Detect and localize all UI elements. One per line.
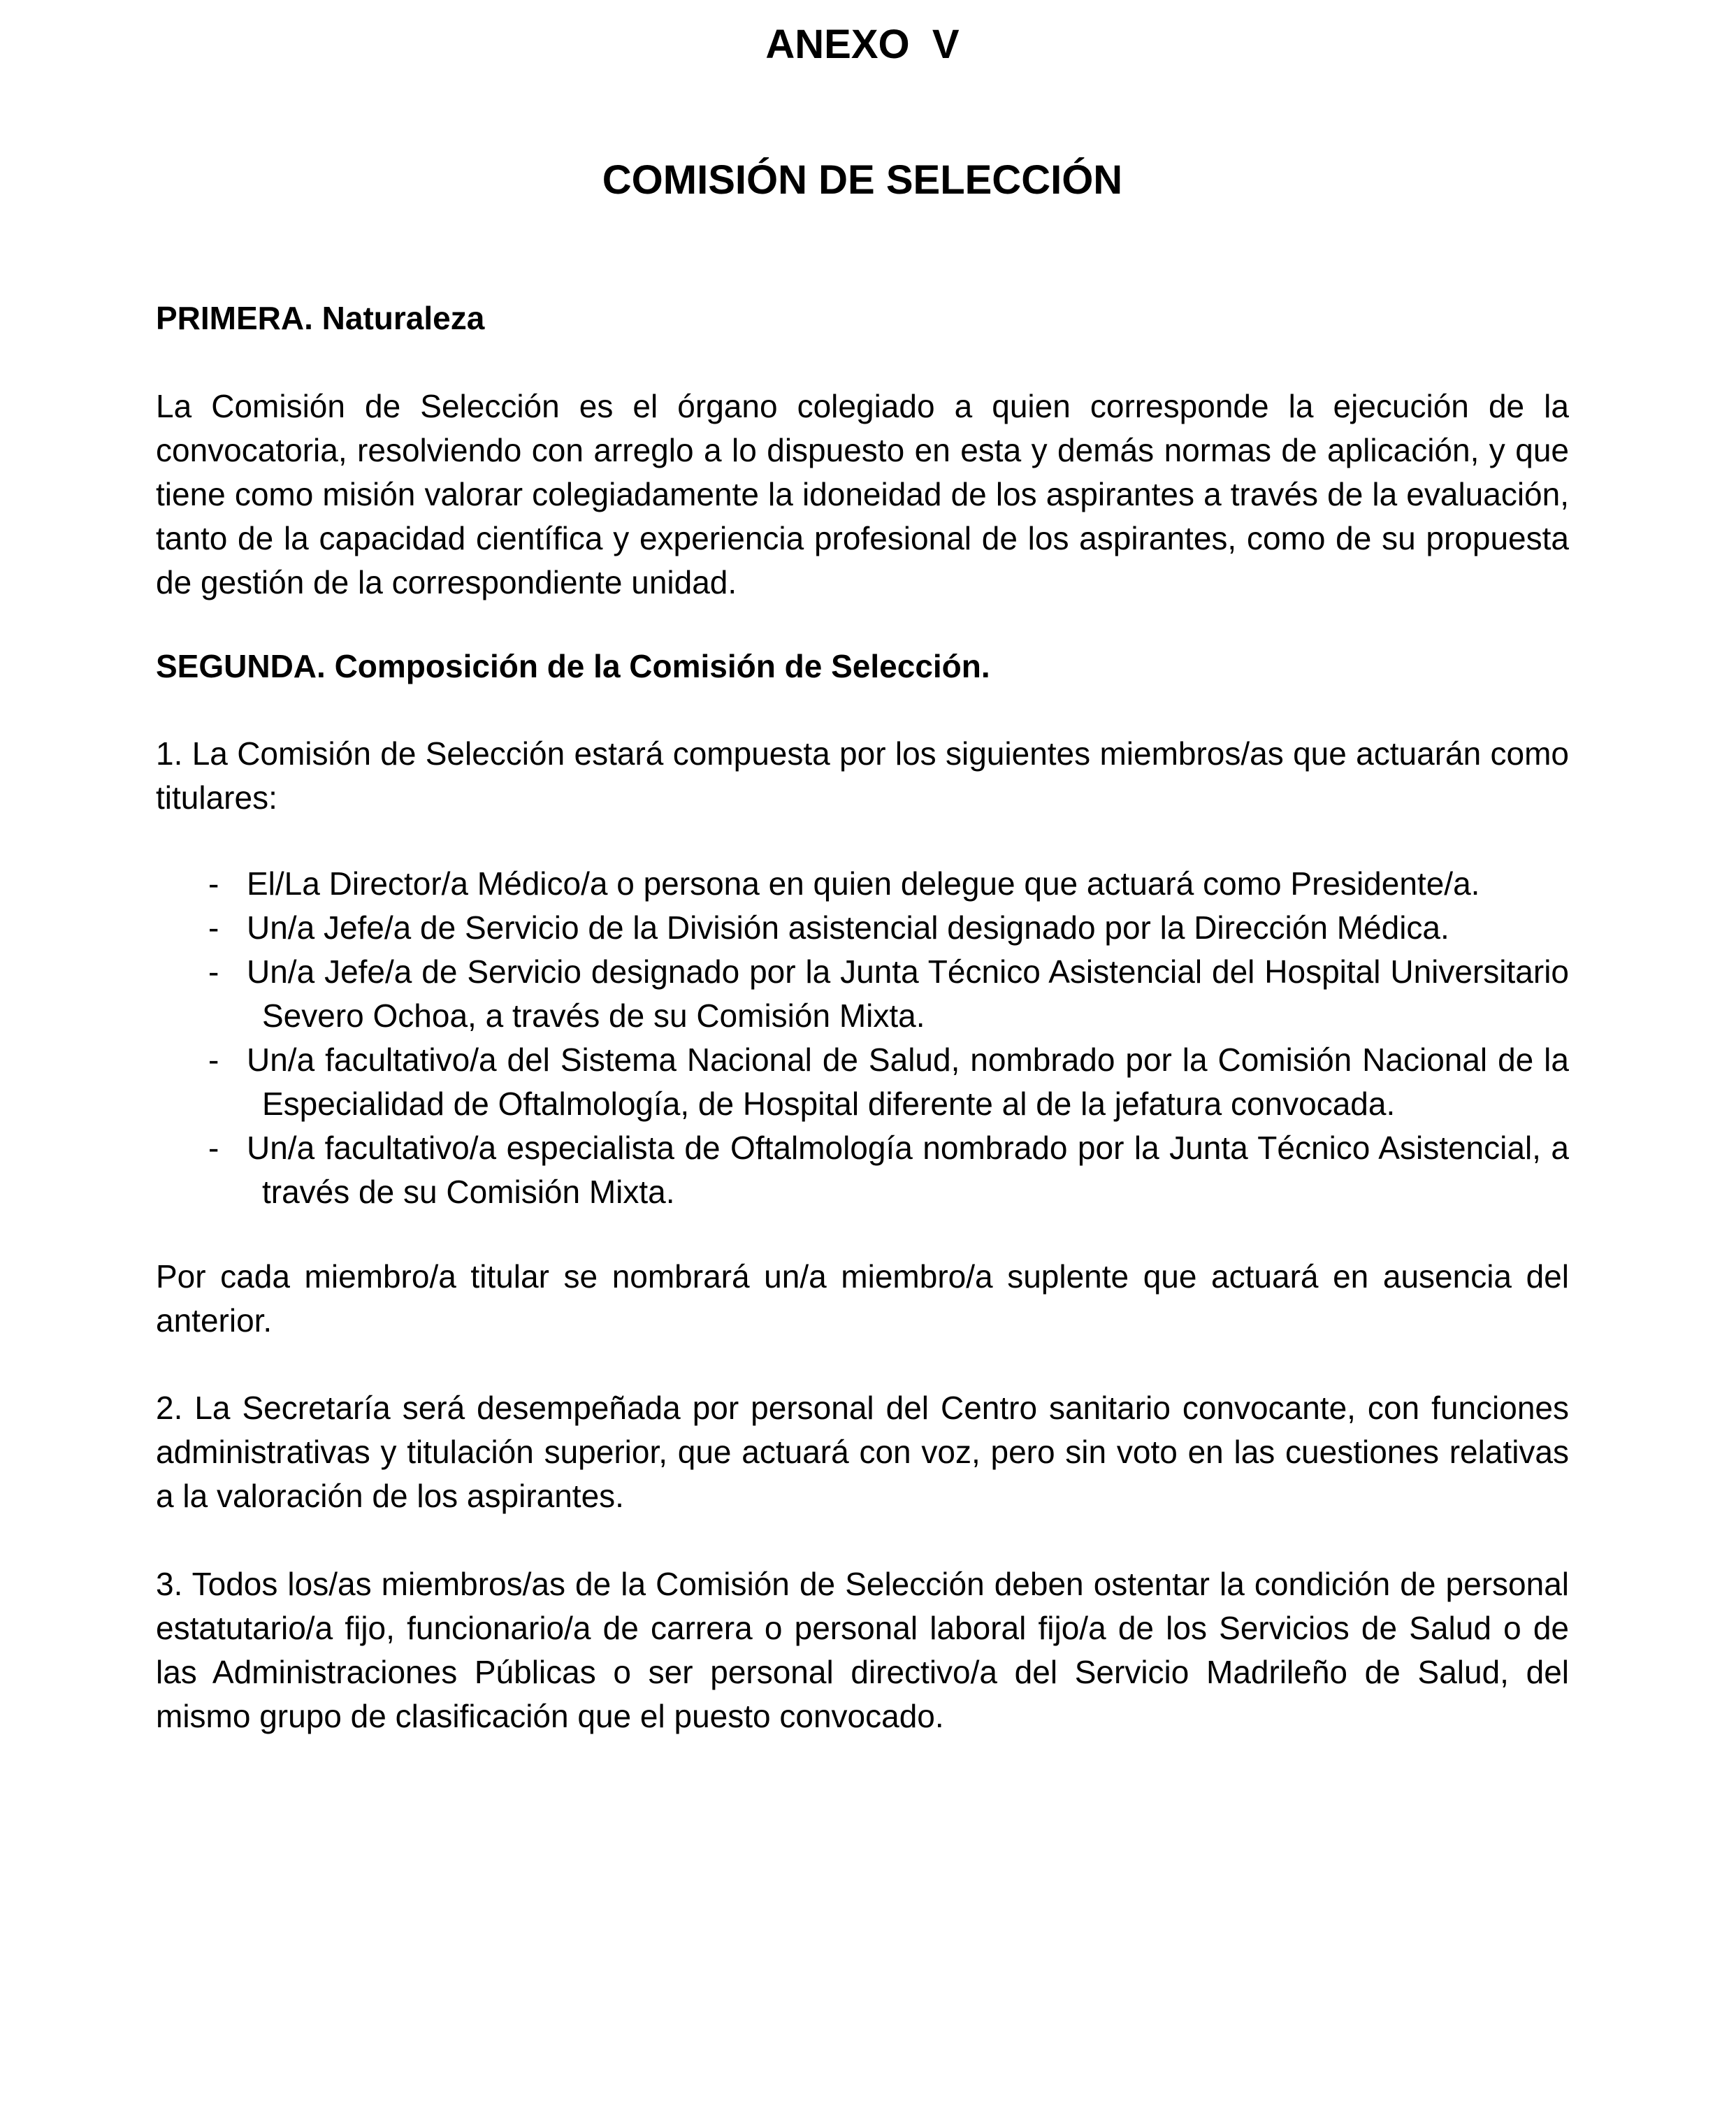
- paragraph-suplente: Por cada miembro/a titular se nombrará un/a miembro/a suplente que actuará en ausencia del anterior.: [156, 1258, 1569, 1339]
- list-item-text: Un/a Jefe/a de Servicio designado por la Junta Técnico Asistencial del Hospital Universitario Severo Ochoa, a través de su Comisión Mixta.: [247, 953, 1569, 1034]
- section-segunda: [156, 644, 1569, 1738]
- paragraph-secretaria: 2. La Secretaría será desempeñada por personal del Centro sanitario convocante, con funciones administrativas y titulación superior, que actuará con voz, pero sin voto en las cuestiones relativas a la valoración de los aspirantes.: [156, 1390, 1569, 1514]
- document-subtitle: COMISIÓN DE SELECCIÓN: [602, 157, 1123, 203]
- paragraph-naturaleza: La Comisión de Selección es el órgano colegiado a quien corresponde la ejecución de la convocatoria, resolviendo con arreglo a lo dispuesto en esta y demás normas de aplicación, y que tiene como misión valorar colegiadamente la idoneidad de los aspirantes a través de la evaluación, tanto de la capacidad científica y experiencia profesional de los aspirantes, como de su propuesta de gestión de la correspondiente unidad.: [156, 388, 1569, 600]
- list-item-text: Un/a Jefe/a de Servicio de la División asistencial designado por la Dirección Médica.: [247, 909, 1449, 946]
- document-title: ANEXO V: [765, 22, 960, 67]
- paragraph-condicion-personal: 3. Todos los/as miembros/as de la Comisión de Selección deben ostentar la condición de personal estatutario/a fijo, funcionario/a de carrera o personal laboral fijo/a de los Servicios de Salud o de las Administraciones Públicas o ser personal directivo/a del Servicio Madrileño de Salud, del mismo grupo de clasificación que el puesto convocado.: [156, 1566, 1569, 1734]
- list-item-text: Un/a facultativo/a del Sistema Nacional de Salud, nombrado por la Comisión Nacional de la Especialidad de Oftalmología, de Hospital diferente al de la jefatura convocada.: [247, 1042, 1569, 1122]
- list-item: [156, 906, 1569, 950]
- list-item-text: El/La Director/a Médico/a o persona en quien delegue que actuará como Presidente/a.: [247, 865, 1480, 902]
- list-item: [156, 950, 1569, 1038]
- bullet-list-miembros: [156, 862, 1569, 1214]
- dash-bullet-icon: -: [208, 1042, 219, 1078]
- dash-bullet-icon: -: [208, 865, 219, 902]
- list-item: [156, 862, 1569, 906]
- dash-bullet-icon: -: [208, 1130, 219, 1166]
- list-item: [156, 1038, 1569, 1126]
- section-primera: [156, 296, 1569, 605]
- list-item-text: Un/a facultativo/a especialista de Oftalmología nombrado por la Junta Técnico Asistencial, a través de su Comisión Mixta.: [247, 1130, 1569, 1210]
- section-heading-segunda: SEGUNDA. Composición de la Comisión de Selección.: [156, 648, 990, 684]
- list-item: [156, 1126, 1569, 1214]
- paragraph-composicion-intro: 1. La Comisión de Selección estará compuesta por los siguientes miembros/as que actuarán como titulares:: [156, 735, 1569, 816]
- dash-bullet-icon: -: [208, 909, 219, 946]
- section-heading-primera: PRIMERA. Naturaleza: [156, 300, 485, 336]
- dash-bullet-icon: -: [208, 953, 219, 990]
